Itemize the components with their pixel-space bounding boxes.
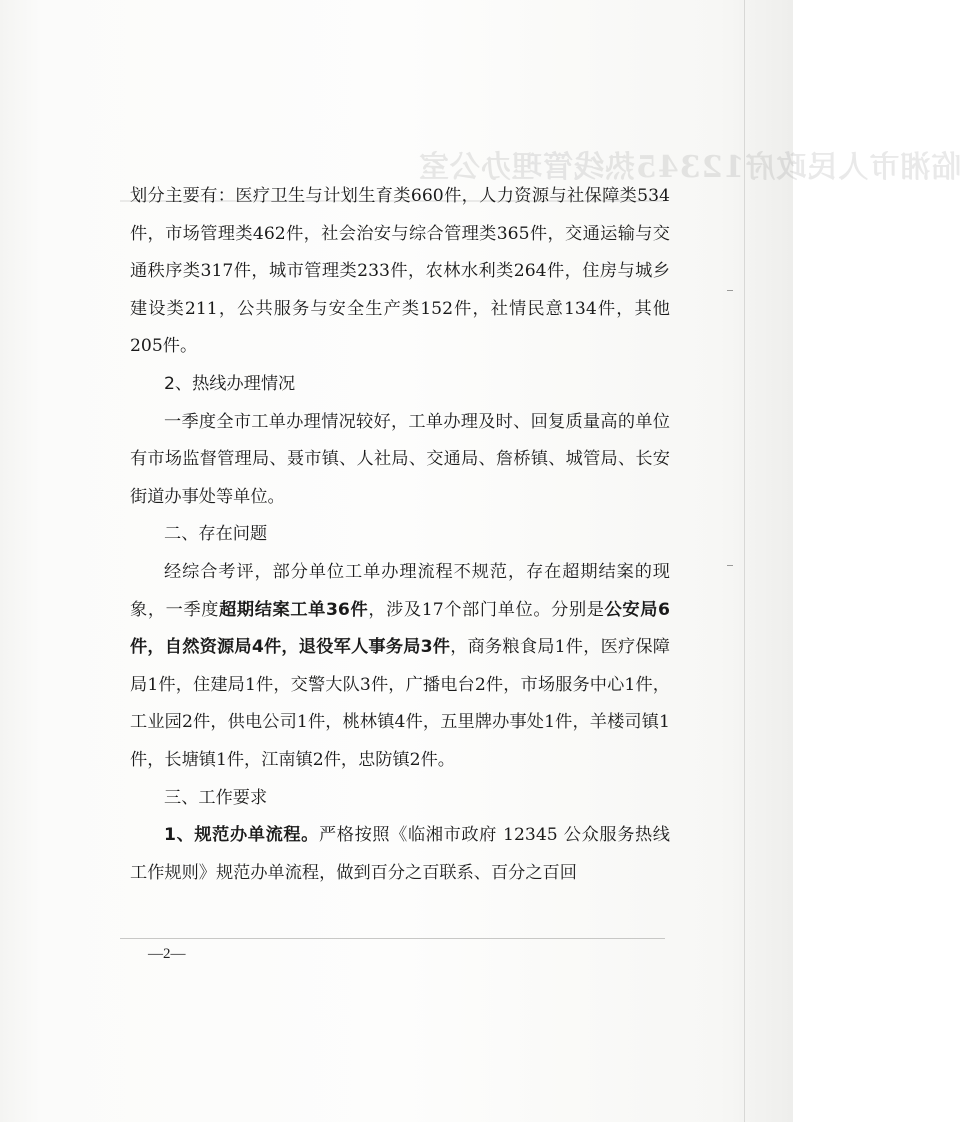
heading-existing-problems: 二、存在问题 [164, 524, 268, 545]
footer-rule [120, 938, 665, 939]
page-number: —2— [148, 946, 186, 962]
heading-hotline-handling: 2、热线办理情况 [164, 373, 296, 394]
scan-mark [727, 290, 733, 291]
problems-text-a: 经综合考评，部分单位工单办理流程不规范，存在超期结案的现象，一季度 [130, 561, 670, 620]
problems-text-c: ，涉及17个部门单位。分别是 [368, 599, 605, 620]
overdue-count: 超期结案工单36件 [219, 599, 369, 620]
scan-mark [727, 565, 733, 566]
requirement-1-title: 1、规范办单流程。 [164, 825, 319, 846]
problems-paragraph [130, 554, 670, 780]
hotline-paragraph: 一季度全市工单办理情况较好，工单办理及时、回复质量高的单位有市场监督管理局、聂市镇、人社局、交通局、詹桥镇、城管局、长安街道办事处等单位。 [130, 411, 670, 507]
document-body [130, 178, 670, 892]
category-paragraph: 划分主要有：医疗卫生与计划生育类660件，人力资源与社保障类534件，市场管理类462件，社会治安与综合管理类365件，交通运输与交通秩序类317件，城市管理类233件，农林水利类264件，住房与城乡建设类211，公共服务与安全生产类152件，社情民意134件，其他205件。 [130, 186, 670, 357]
bleed-through-header: 临湘市人民政府12345热线管理办公室 [418, 150, 961, 185]
heading-work-requirements: 三、工作要求 [164, 787, 268, 808]
problems-text-e: ，商务粮食局1件，医疗保障局1件，住建局1件，交警大队3件，广播电台2件，市场服务中心1件，工业园2件，供电公司1件，桃林镇4件，五里牌办事处1件，羊楼司镇1件，长塘镇1件，江南镇2件，忠防镇2件。 [130, 637, 671, 770]
requirement-1-text: 严格按照《临湘市政府 12345 公众服务热线工作规则》规范办单流程，做到百分之百联系、百分之百回 [130, 825, 670, 883]
top-overdue-units: 公安局6件，自然资源局4件，退役军人事务局3件 [130, 599, 670, 658]
requirements-paragraph [130, 817, 670, 892]
